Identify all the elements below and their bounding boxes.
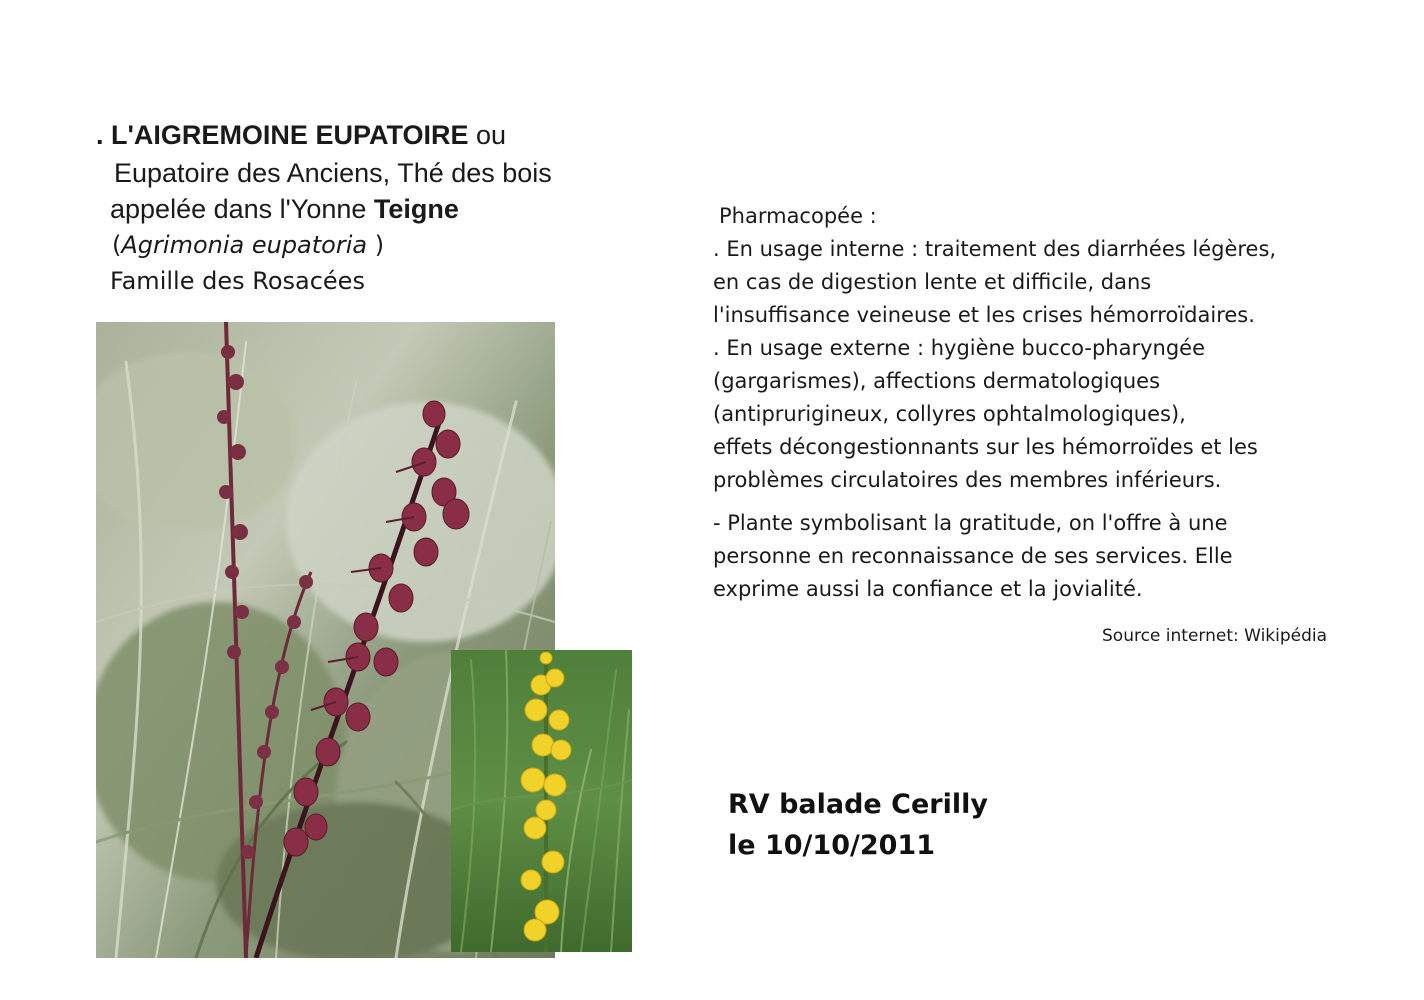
symbol-line: exprime aussi la confiance et la jovialité. bbox=[713, 577, 1143, 601]
pharmacopoeia-text bbox=[713, 200, 1353, 606]
source-credit: Source internet: Wikipédia bbox=[1102, 626, 1328, 646]
yonne-name-line bbox=[110, 192, 459, 226]
pharma-line: (gargarismes), affections dermatologiques bbox=[713, 369, 1161, 393]
alternate-names: Eupatoire des Anciens, Thé des bois bbox=[114, 158, 552, 188]
pharma-line: problèmes circulatoires des membres inférieurs. bbox=[713, 468, 1222, 492]
meeting-info bbox=[728, 784, 988, 866]
yonne-prefix: appelée dans l'Yonne bbox=[110, 194, 374, 224]
symbol-line: - Plante symbolisant la gratitude, on l'offre à une bbox=[713, 511, 1228, 535]
plant-family: Famille des Rosacées bbox=[110, 267, 365, 295]
pharma-line: en cas de digestion lente et difficile, dans bbox=[713, 270, 1152, 294]
pharmacopoeia-heading: Pharmacopée : bbox=[719, 204, 877, 228]
meeting-date: le 10/10/2011 bbox=[728, 830, 935, 861]
pharma-line: (antiprurigineux, collyres ophtalmologiques), bbox=[713, 402, 1186, 426]
latin-name: Agrimonia eupatoria bbox=[121, 231, 368, 259]
plant-name-line bbox=[96, 118, 506, 152]
pharma-line: . En usage externe : hygiène bucco-pharyngée bbox=[713, 336, 1206, 360]
latin-open: ( bbox=[112, 231, 122, 259]
bullet: . bbox=[96, 120, 112, 150]
pharma-line: . En usage interne : traitement des diarrhées légères, bbox=[713, 237, 1277, 261]
pharma-line: l'insuffisance veineuse et les crises hémorroïdaires. bbox=[713, 303, 1255, 327]
agrimony-yellow-flower-photo bbox=[451, 650, 632, 952]
symbol-line: personne en reconnaissance de ses services. Elle bbox=[713, 544, 1233, 568]
plant-name-suffix: ou bbox=[468, 120, 507, 150]
latin-name-line bbox=[112, 228, 384, 262]
yonne-name: Teigne bbox=[373, 194, 459, 224]
latin-close: ) bbox=[367, 231, 385, 259]
pharma-line: effets décongestionnants sur les hémorroïdes et les bbox=[713, 435, 1258, 459]
plant-name: L'AIGREMOINE EUPATOIRE bbox=[111, 120, 469, 150]
meeting-title: RV balade Cerilly bbox=[728, 789, 988, 820]
